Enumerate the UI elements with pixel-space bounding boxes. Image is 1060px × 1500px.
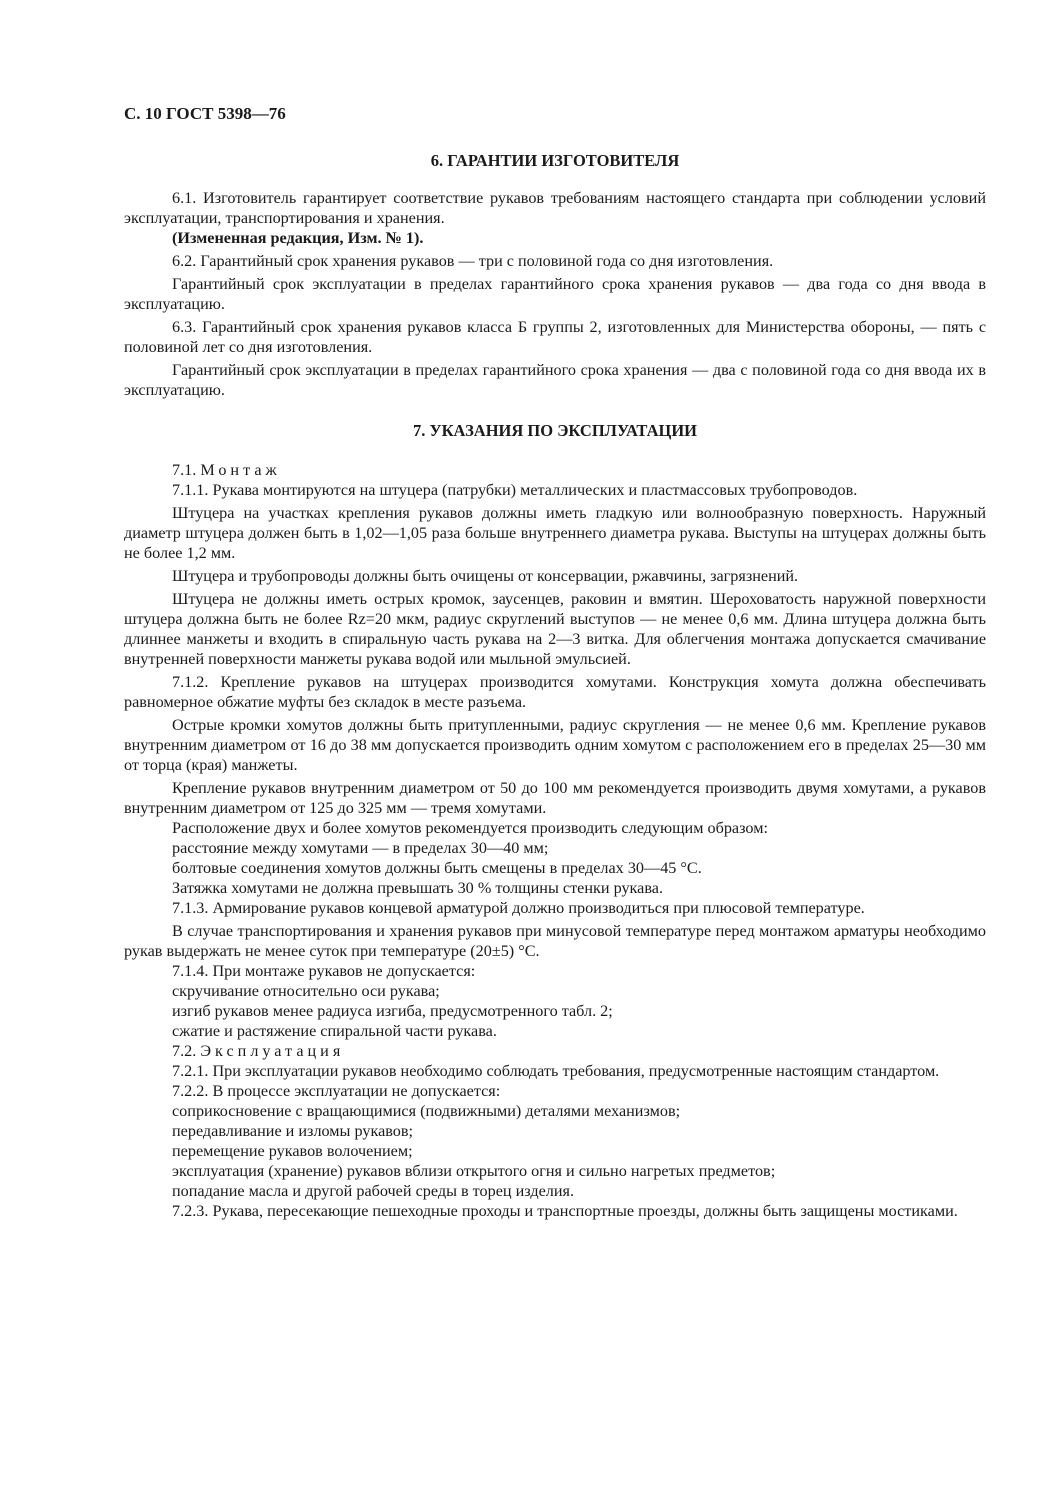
list-item-dragging: перемещение рукавов волочением;: [172, 1142, 413, 1160]
section-6-title: 6. ГАРАНТИИ ИЗГОТОВИТЕЛЯ: [430, 151, 680, 170]
subsection-7-2-title: 7.2. Эксплуатация: [172, 1042, 345, 1060]
paragraph-7-1-3-cold: В случае транспортирования и хранения рукавов при минусовой температуре перед монтажом арматуры необходимо рукав выдержать не менее суток при температуре (20±5) °С.: [124, 922, 986, 960]
paragraph-7-1-2-bolts: болтовые соединения хомутов должны быть смещены в пределах 30—45 °С.: [172, 859, 702, 877]
paragraph-6-3: 6.3. Гарантийный срок хранения рукавов класса Б группы 2, изготовленных для Министерства обороны, — пять с половиной лет со дня изготовления.: [124, 318, 986, 356]
paragraph-7-1-2: 7.1.2. Крепление рукавов на штуцерах производится хомутами. Конструкция хомута должна обеспечивать равномерное обжатие муфты без складок в месте разъема.: [124, 673, 986, 711]
paragraph-7-1-1-edges: Штуцера не должны иметь острых кромок, заусенцев, раковин и вмятин. Шероховатость наружной поверхности штуцера должна быть не более Rz=20 мкм, радиус скруглений выступов — не менее 0,6 мм. Длина штуцера должна быть длиннее манжеты и входить в спиральную часть рукава на 2—3 витка. Для облегчения монтажа допускается смачивание внутренней поверхности манжеты рукава водой или мыльной эмульсией.: [124, 590, 986, 668]
subsection-7-1-title: 7.1. Монтаж: [172, 461, 281, 479]
paragraph-7-1-3: 7.1.3. Армирование рукавов концевой арматурой должно производиться при плюсовой температуре.: [172, 899, 865, 917]
paragraph-7-1-4: 7.1.4. При монтаже рукавов не допускается:: [172, 962, 476, 980]
paragraph-6-3-cont: Гарантийный срок эксплуатации в пределах гарантийного срока хранения — два с половиной года со дня ввода их в эксплуатацию.: [124, 361, 986, 399]
list-item-oil: попадание масла и другой рабочей среды в торец изделия.: [172, 1182, 575, 1200]
paragraph-7-2-2: 7.2.2. В процессе эксплуатации не допускается:: [172, 1082, 501, 1100]
paragraph-6-1: 6.1. Изготовитель гарантирует соответствие рукавов требованиям настоящего стандарта при соблюдении условий эксплуатации, транспортирования и хранения.: [124, 189, 986, 227]
document-page: [124, 104, 986, 1221]
paragraph-7-1-2-distance: расстояние между хомутами — в пределах 30—40 мм;: [172, 839, 549, 857]
paragraph-7-1-2-edges: Острые кромки хомутов должны быть притупленными, радиус скругления — не менее 0,6 мм. Крепление рукавов внутренним диаметром от 16 до 38 мм допускается производить одним хомутом с расположением его в пределах 25—30 мм от торца (края) манжеты.: [124, 716, 986, 774]
paragraph-7-2-3: 7.2.3. Рукава, пересекающие пешеходные проходы и транспортные проезды, должны быть защищены мостиками.: [172, 1202, 958, 1220]
paragraph-7-1-2-tightening: Затяжка хомутами не должна превышать 30 % толщины стенки рукава.: [172, 879, 664, 897]
amendment-note: (Измененная редакция, Изм. № 1).: [172, 229, 424, 247]
list-item-fire: эксплуатация (хранение) рукавов вблизи открытого огня и сильно нагретых предметов;: [172, 1162, 776, 1180]
paragraph-7-1-2-placement: Расположение двух и более хомутов рекомендуется производить следующим образом:: [172, 819, 768, 837]
list-item-bending: изгиб рукавов менее радиуса изгиба, предусмотренного табл. 2;: [172, 1002, 613, 1020]
paragraph-7-1-1-surface: Штуцера на участках крепления рукавов должны иметь гладкую или волнообразную поверхность. Наружный диаметр штуцера должен быть в 1,02—1,05 раза больше внутреннего диаметра рукава. Выступы на штуцерах должны быть не более 1,2 мм.: [124, 504, 986, 562]
paragraph-7-1-2-two-clamps: Крепление рукавов внутренним диаметром от 50 до 100 мм рекомендуется производить двумя хомутами, а рукавов внутренним диаметром от 125 до 325 мм — тремя хомутами.: [124, 779, 986, 817]
list-item-crushing: передавливание и изломы рукавов;: [172, 1122, 414, 1140]
page-header: С. 10 ГОСТ 5398—76: [124, 104, 286, 123]
paragraph-6-2-cont: Гарантийный срок эксплуатации в пределах гарантийного срока хранения рукавов — два года со дня ввода в эксплуатацию.: [124, 275, 986, 313]
section-7-title: 7. УКАЗАНИЯ ПО ЭКСПЛУАТАЦИИ: [412, 421, 698, 440]
list-item-contact: соприкосновение с вращающимися (подвижными) деталями механизмов;: [172, 1102, 681, 1120]
paragraph-6-2: 6.2. Гарантийный срок хранения рукавов — три с половиной года со дня изготовления.: [172, 252, 774, 270]
paragraph-7-1-1: 7.1.1. Рукава монтируются на штуцера (патрубки) металлических и пластмассовых трубопроводов.: [172, 481, 858, 499]
paragraph-7-2-1: 7.2.1. При эксплуатации рукавов необходимо соблюдать требования, предусмотренные настоящим стандартом.: [172, 1062, 940, 1080]
list-item-compression: сжатие и растяжение спиральной части рукава.: [172, 1022, 497, 1040]
list-item-twisting: скручивание относительно оси рукава;: [172, 982, 440, 1000]
paragraph-7-1-1-cleaning: Штуцера и трубопроводы должны быть очищены от консервации, ржавчины, загрязнений.: [172, 567, 799, 585]
